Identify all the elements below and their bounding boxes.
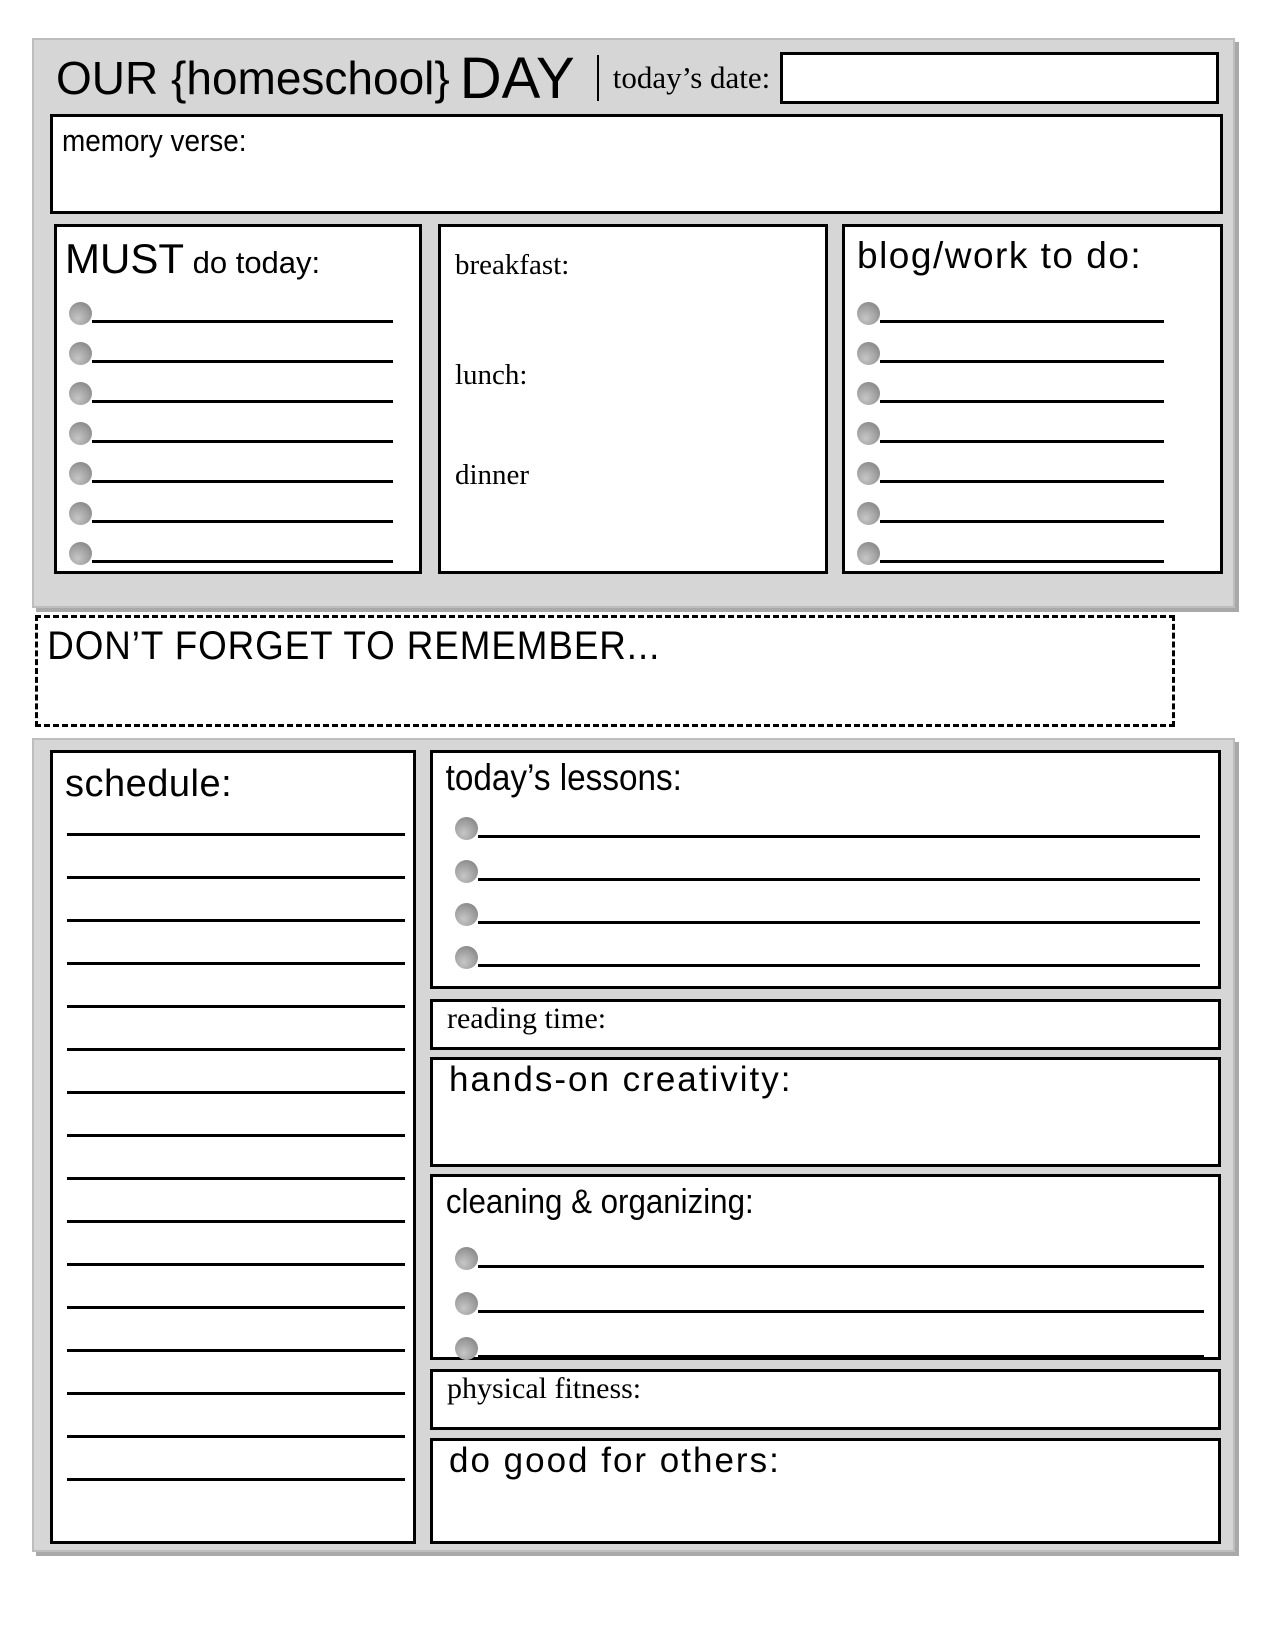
bullet-line — [880, 400, 1164, 403]
blog-work-list — [857, 285, 1164, 565]
bullet-item — [455, 840, 1200, 883]
do-good-label: do good for others: — [449, 1441, 781, 1480]
bullet-item — [455, 1225, 1204, 1270]
bullet-icon — [857, 462, 880, 485]
schedule-line — [67, 1180, 405, 1223]
bullet-line — [478, 1310, 1204, 1313]
bullet-item — [69, 405, 393, 445]
page-title: OUR {homeschool} — [56, 52, 450, 104]
reading-time-label: reading time: — [447, 1002, 607, 1035]
bullet-line — [92, 360, 393, 363]
bullet-icon — [69, 342, 92, 365]
schedule-title: schedule: — [65, 763, 233, 805]
bullet-icon — [69, 462, 92, 485]
bullet-icon — [455, 1292, 478, 1315]
bullet-icon — [455, 817, 478, 840]
bullet-item — [69, 325, 393, 365]
lessons-list — [455, 797, 1200, 969]
dinner-label: dinner — [455, 459, 530, 491]
bullet-line — [92, 560, 393, 563]
schedule-line — [67, 836, 405, 879]
bullet-line — [478, 1265, 1204, 1268]
breakfast-label: breakfast: — [455, 249, 570, 281]
date-input[interactable] — [780, 52, 1219, 104]
lessons-title: today’s lessons: — [445, 757, 682, 798]
bullet-icon — [69, 502, 92, 525]
bullet-line — [92, 480, 393, 483]
bullet-item — [455, 1315, 1204, 1360]
bullet-icon — [455, 946, 478, 969]
bullet-item — [857, 445, 1164, 485]
bullet-icon — [455, 1337, 478, 1360]
bullet-icon — [455, 903, 478, 926]
bullet-line — [478, 878, 1200, 881]
top-panel — [32, 38, 1235, 608]
schedule-line — [67, 965, 405, 1008]
do-good-box — [430, 1438, 1221, 1544]
dont-forget-box — [35, 615, 1175, 727]
bullet-line — [880, 320, 1164, 323]
bullet-line — [880, 560, 1164, 563]
must-do-box — [54, 224, 422, 574]
date-label: today’s date: — [612, 60, 771, 95]
hands-on-box — [430, 1057, 1221, 1167]
meals-box — [438, 224, 828, 574]
bullet-item — [857, 485, 1164, 525]
cleaning-box — [430, 1174, 1221, 1360]
bullet-line — [478, 835, 1200, 838]
bullet-icon — [69, 422, 92, 445]
bullet-icon — [69, 382, 92, 405]
bullet-item — [857, 405, 1164, 445]
schedule-line — [67, 1438, 405, 1481]
bullet-icon — [857, 302, 880, 325]
bullet-item — [69, 525, 393, 565]
schedule-line — [67, 1309, 405, 1352]
schedule-line — [67, 1395, 405, 1438]
lessons-box — [430, 750, 1221, 989]
bullet-icon — [857, 422, 880, 445]
memory-verse-box — [50, 114, 1223, 214]
schedule-line — [67, 1008, 405, 1051]
cleaning-title: cleaning & organizing: — [445, 1183, 754, 1221]
schedule-line — [67, 1223, 405, 1266]
blog-work-box — [842, 224, 1223, 574]
must-do-list — [69, 285, 393, 565]
schedule-line — [67, 1137, 405, 1180]
schedule-lines — [67, 793, 405, 1481]
bullet-item — [455, 797, 1200, 840]
bullet-item — [857, 325, 1164, 365]
schedule-line — [67, 1094, 405, 1137]
must-do-title-strong: MUST — [65, 235, 184, 282]
bullet-icon — [857, 342, 880, 365]
schedule-line — [67, 793, 405, 836]
bullet-item — [455, 926, 1200, 969]
reading-time-box — [430, 999, 1221, 1050]
memory-verse-label: memory verse: — [62, 123, 247, 158]
dont-forget-title: DON’T FORGET TO REMEMBER... — [47, 624, 661, 668]
hands-on-label: hands-on creativity: — [449, 1060, 793, 1099]
bullet-line — [92, 320, 393, 323]
bullet-line — [478, 921, 1200, 924]
bottom-panel — [32, 738, 1235, 1552]
bullet-line — [478, 1355, 1204, 1358]
bullet-icon — [455, 860, 478, 883]
bullet-line — [92, 520, 393, 523]
bullet-icon — [69, 542, 92, 565]
bullet-icon — [857, 542, 880, 565]
fitness-label: physical fitness: — [447, 1372, 642, 1405]
bullet-item — [69, 445, 393, 485]
schedule-line — [67, 1051, 405, 1094]
bullet-icon — [69, 302, 92, 325]
bullet-line — [92, 400, 393, 403]
bullet-item — [455, 1270, 1204, 1315]
schedule-line — [67, 922, 405, 965]
bullet-line — [478, 964, 1200, 967]
cleaning-list — [455, 1225, 1204, 1360]
page-title-day: DAY — [459, 45, 575, 111]
bullet-icon — [455, 1247, 478, 1270]
lunch-label: lunch: — [455, 359, 528, 391]
schedule-box — [50, 750, 416, 1544]
bullet-line — [880, 520, 1164, 523]
header — [56, 46, 1219, 110]
bullet-icon — [857, 502, 880, 525]
must-do-title — [57, 227, 419, 283]
bullet-item — [69, 365, 393, 405]
bullet-line — [880, 480, 1164, 483]
fitness-box — [430, 1369, 1221, 1430]
blog-work-title: blog/work to do: — [857, 235, 1143, 276]
bullet-item — [857, 285, 1164, 325]
schedule-line — [67, 879, 405, 922]
schedule-line — [67, 1266, 405, 1309]
title-separator — [597, 55, 599, 101]
bullet-item — [857, 525, 1164, 565]
bullet-item — [455, 883, 1200, 926]
bullet-line — [880, 360, 1164, 363]
schedule-line — [67, 1352, 405, 1395]
bullet-item — [69, 285, 393, 325]
bullet-line — [92, 440, 393, 443]
bullet-item — [69, 485, 393, 525]
must-do-title-rest: do today: — [184, 245, 321, 280]
bullet-item — [857, 365, 1164, 405]
bullet-icon — [857, 382, 880, 405]
bullet-line — [880, 440, 1164, 443]
